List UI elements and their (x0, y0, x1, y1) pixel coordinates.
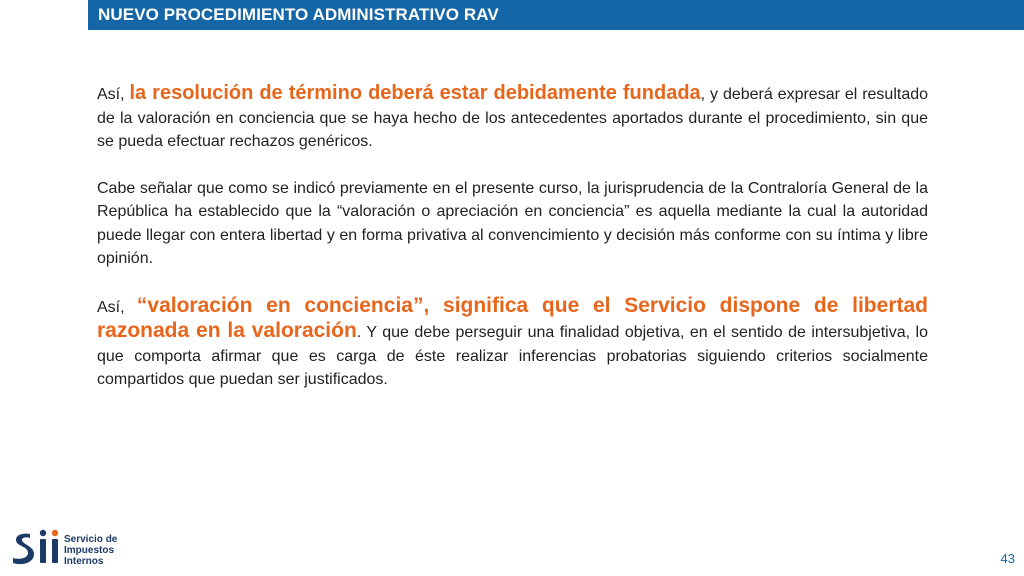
paragraph-2: Cabe señalar que como se indicó previamente en el presente curso, la jurisprudencia de la Contraloría General de la República ha establecido que la “valoración o apreciación en conciencia” es aquella mediante la cual la autoridad puede llegar con entera libertad y en forma privativa al convencimiento y decisión más conforme con su íntima y libre opinión. (97, 179, 928, 267)
paragraph-1-highlight: la resolución de término deberá estar debidamente fundada (129, 82, 701, 104)
logo-line-2: Impuestos (64, 545, 115, 556)
slide-content (97, 82, 928, 415)
paragraph-1 (97, 82, 928, 154)
header-bar (88, 0, 1024, 30)
paragraph-1-rest: , y deberá expresar el resultado de la valoración en conciencia que se haya hecho de los antecedentes aportados durante el procedimiento, sin que se pueda efectuar rechazos genéricos. (97, 86, 929, 150)
logo-line-1: Servicio de (64, 534, 118, 545)
paragraph-1-lead: Así, (97, 86, 130, 103)
paragraph-3-highlight: “valoración en conciencia”, significa que el Servicio dispone de libertad razonada en la valoración (97, 293, 928, 342)
paragraph-3-rest: . Y que debe perseguir una finalidad objetiva, en el sentido de intersubjetiva, lo que comporta afirmar que es carga de éste realizar inferencias probatorias siguiendo criterios socialmente compartidos que puedan ser justificados. (97, 324, 928, 388)
page-number: 43 (1000, 551, 1015, 566)
sii-logo-text (64, 534, 117, 567)
slide-title: NUEVO PROCEDIMIENTO ADMINISTRATIVO RAV (98, 5, 499, 24)
logo-line-3: Internos (64, 556, 104, 567)
paragraph-3 (97, 294, 928, 392)
paragraph-3-lead: Así, (97, 298, 137, 316)
